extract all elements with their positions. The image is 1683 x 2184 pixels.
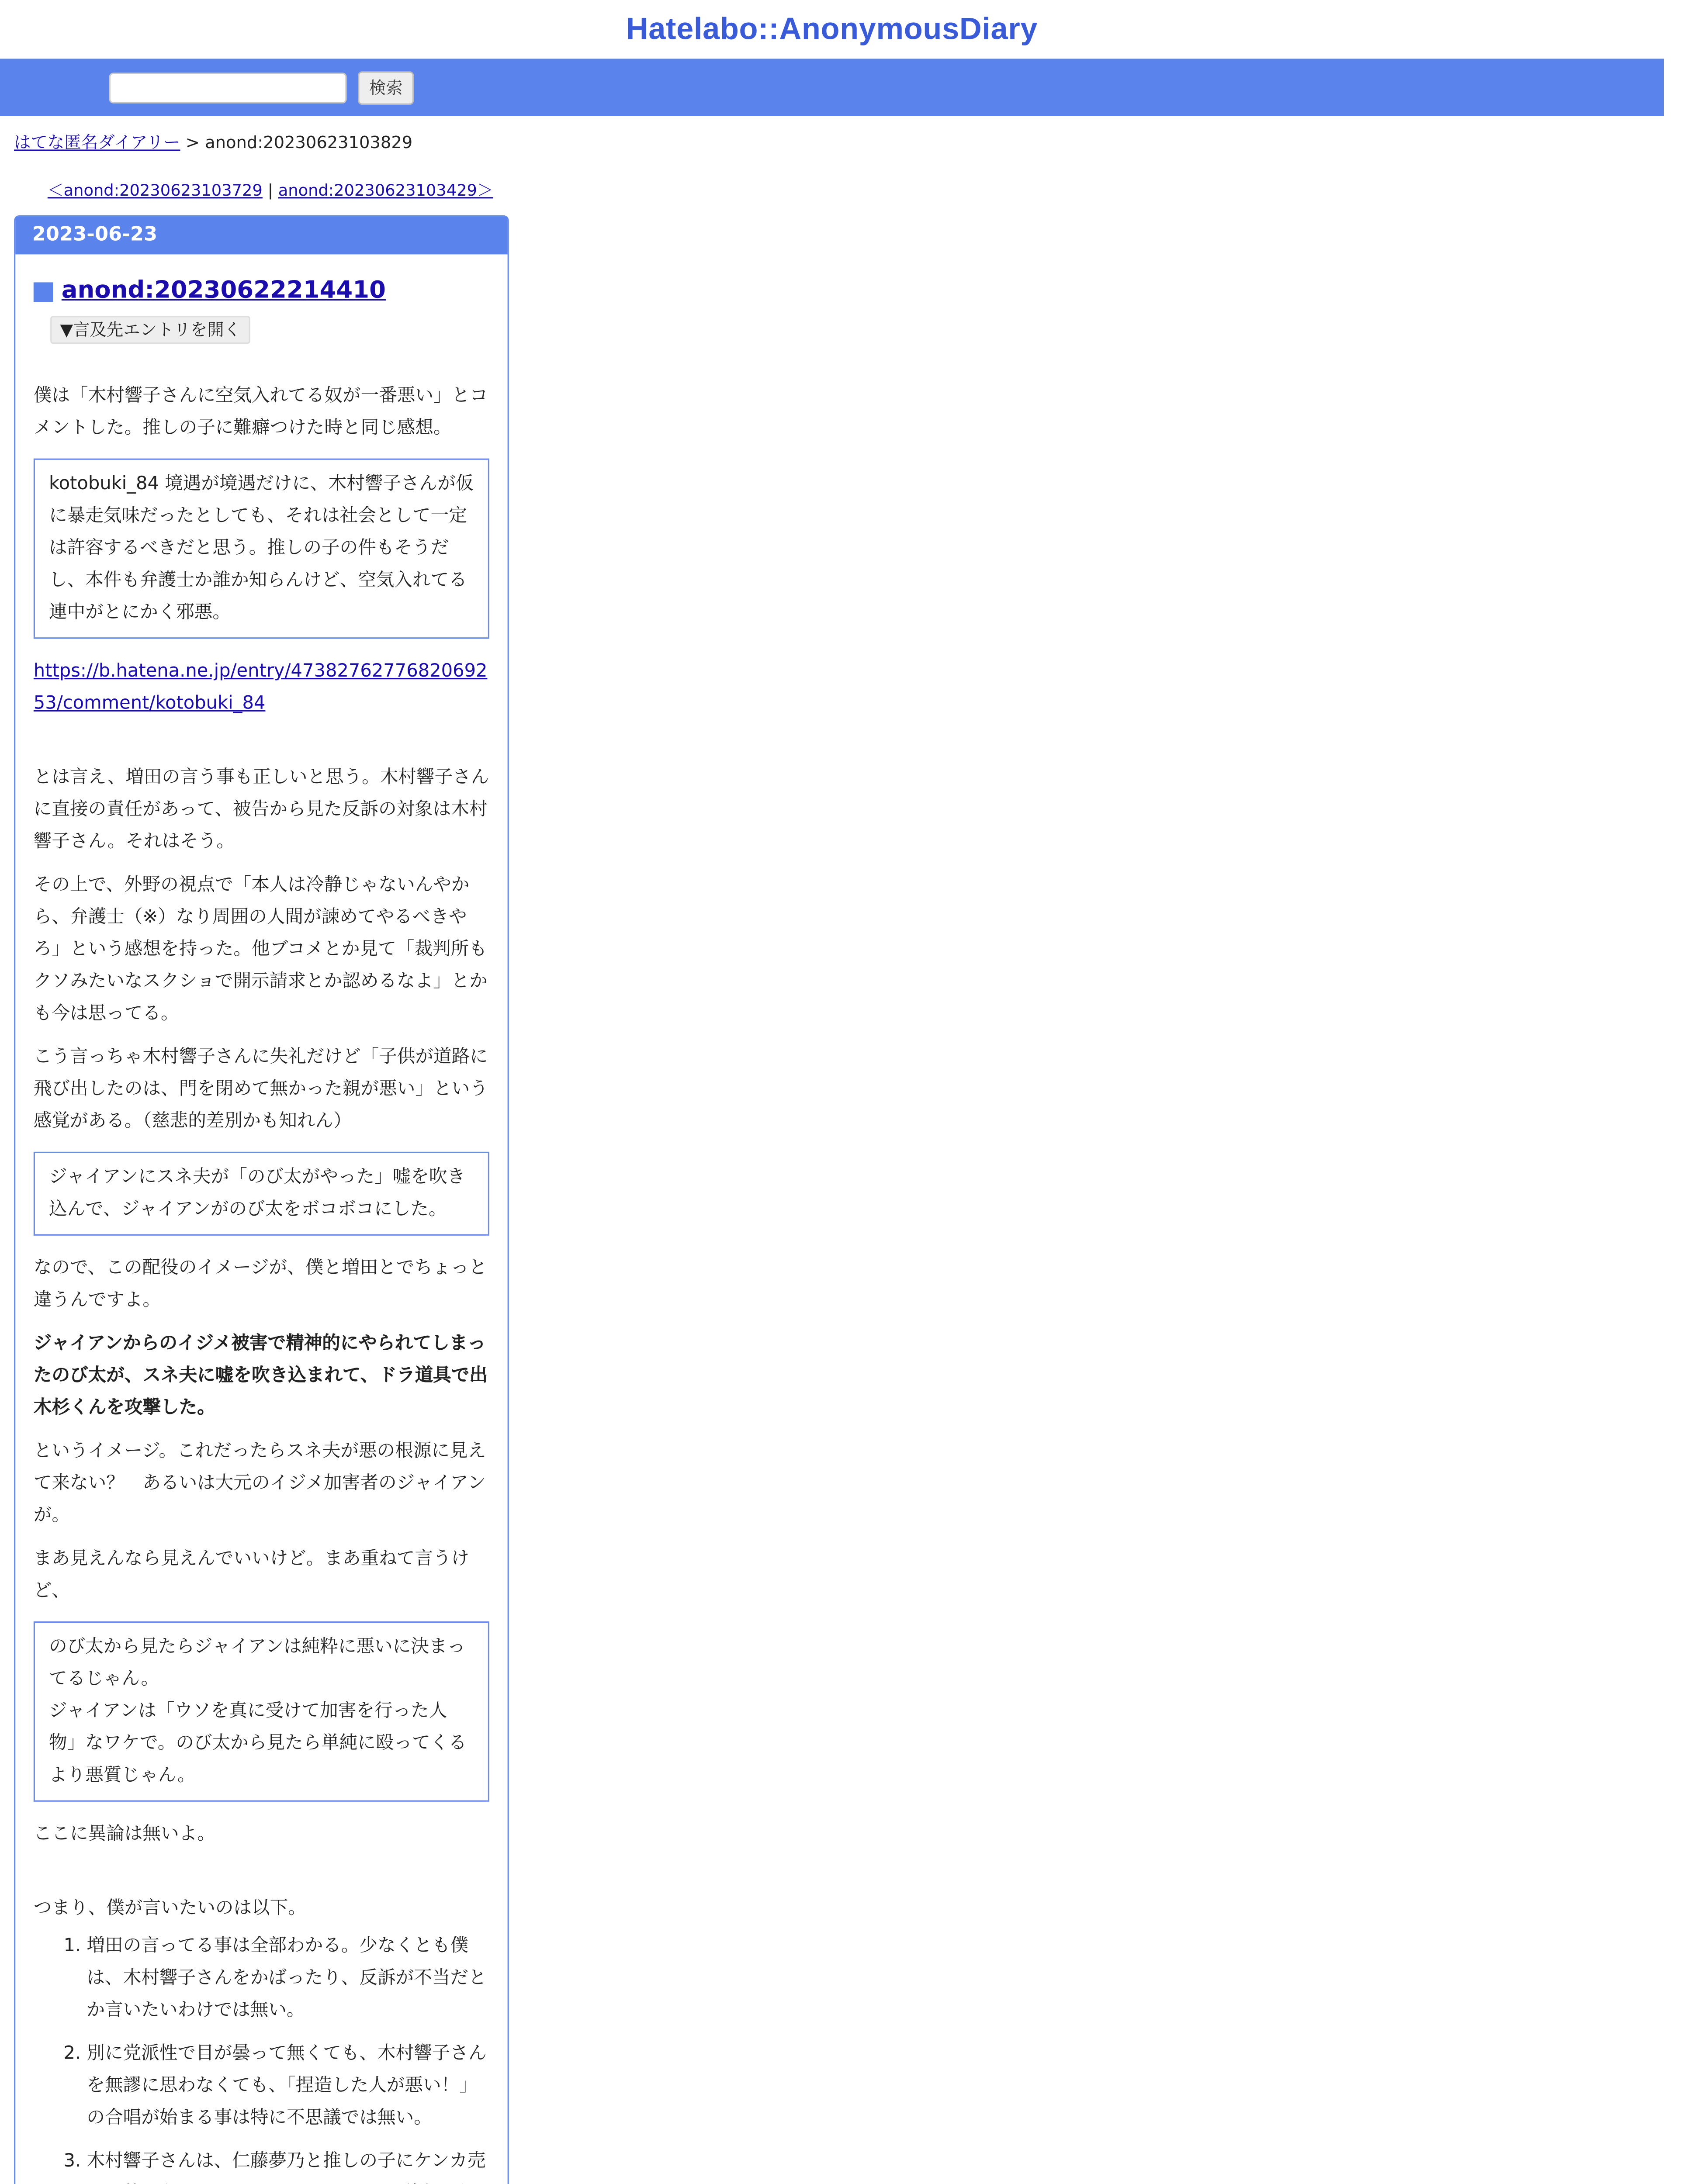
- prev-next-nav: [48, 179, 1664, 201]
- bookmark-comment-link[interactable]: https://b.hatena.ne.jp/entry/4738276277682069253/comment/kotobuki_84: [33, 661, 488, 715]
- search-bar: [0, 59, 1664, 116]
- list-item: 1. 増田の言ってる事は全部わかる。少なくとも僕は、木村響子さんをかばったり、反訴が不当だとか言いたいわけでは無い。: [87, 1930, 489, 2027]
- search-button[interactable]: 検索: [358, 71, 414, 104]
- breadcrumb-separator: >: [180, 133, 205, 152]
- paragraph: こう言っちゃ木村響子さんに失礼だけど「子供が道路に飛び出したのは、門を閉めて無かった親が悪い」という感覚がある。（慈悲的差別かも知れん）: [33, 1047, 488, 1132]
- blockquote: [34, 1621, 489, 1802]
- site-title[interactable]: Hatelabo::AnonymousDiary: [626, 11, 1038, 46]
- entry-title-link[interactable]: anond:20230622214410: [61, 276, 386, 305]
- paragraph: まあ見えんなら見えんでいいけど。まあ重ねて言うけど、: [33, 1548, 470, 1602]
- breadcrumb-current: anond:20230623103829: [205, 133, 413, 152]
- paragraph: 僕は「木村響子さんに空気入れてる奴が一番悪い」とコメントした。推しの子に難癖つけた時と同じ感想。: [33, 386, 488, 439]
- bold-paragraph: ジャイアンからのイジメ被害で精神的にやられてしまったのび太が、スネ夫に嘘を吹き込まれて、ドラ道具で出木杉くんを攻撃した。: [33, 1333, 488, 1419]
- blockquote-line: のび太から見たらジャイアンは純粋に悪いに決まってるじゃん。: [49, 1637, 466, 1690]
- ordered-list: [34, 1930, 489, 2184]
- search-input[interactable]: [109, 72, 347, 103]
- blockquote: kotobuki_84 境遇が境遇だけに、木村響子さんが仮に暴走気味だったとしても、それは社会として一定は許容するべきだと思う。推しの子の件もそうだし、本件も弁護士か誰か知らんけど、空気入れてる連中がとにかく邪悪。: [34, 459, 489, 639]
- entry-title: [34, 275, 489, 308]
- list-item: 3. 木村響子さんは、仁藤夢乃と推しの子にケンカ売: [87, 2146, 489, 2184]
- nav-separator: |: [262, 180, 278, 200]
- next-entry-link[interactable]: anond:20230623103429＞: [278, 180, 493, 200]
- paragraph: その上で、外野の視点で「本人は冷静じゃないんやから、弁護士（※）なり周囲の人間が諫めてやるべきやろ」という感想を持った。他ブコメとか見て「裁判所もクソみたいなスクショで開示請求とか認めるなよ」とかも今は思ってる。: [33, 875, 488, 1025]
- list-item: 2. 別に党派性で目が曇って無くても、木村響子さんを無謬に思わなくても、「捏造した人が悪い！」の合唱が始まる事は特に不思議では無い。: [87, 2038, 489, 2135]
- breadcrumb: [0, 116, 1664, 168]
- day-date: 2023-06-23: [15, 217, 507, 254]
- paragraph: つまり、僕が言いたいのは以下。: [33, 1898, 306, 1919]
- blockquote-line: ジャイアンは「ウソを真に受けて加害を行った人物」なワケで。のび太から見たら単純に殴ってくるより悪質じゃん。: [49, 1701, 467, 1787]
- entry-body: [15, 254, 507, 2184]
- paragraph: とは言え、増田の言う事も正しいと思う。木村響子さんに直接の責任があって、被告から見た反訴の対象は木村響子さん。それはそう。: [33, 767, 489, 853]
- paragraph: というイメージ。これだったらスネ夫が悪の根源に見えて来ない？ あるいは大元のイジメ加害者のジャイアンが。: [33, 1441, 486, 1527]
- open-referenced-entry-button[interactable]: ▼言及先エントリを開く: [50, 316, 250, 344]
- paragraph: ここに異論は無いよ。: [33, 1824, 215, 1845]
- day-section: [14, 215, 509, 2184]
- prev-entry-link[interactable]: ＜anond:20230623103729: [47, 180, 263, 200]
- paragraph: なので、この配役のイメージが、僕と増田とでちょっと違うんですよ。: [33, 1258, 487, 1311]
- breadcrumb-home-link[interactable]: はてな匿名ダイアリー: [14, 133, 180, 152]
- entry-square-icon: [34, 282, 53, 301]
- blockquote: ジャイアンにスネ夫が「のび太がやった」嘘を吹き込んで、ジャイアンがのび太をボコボコにした。: [34, 1152, 489, 1236]
